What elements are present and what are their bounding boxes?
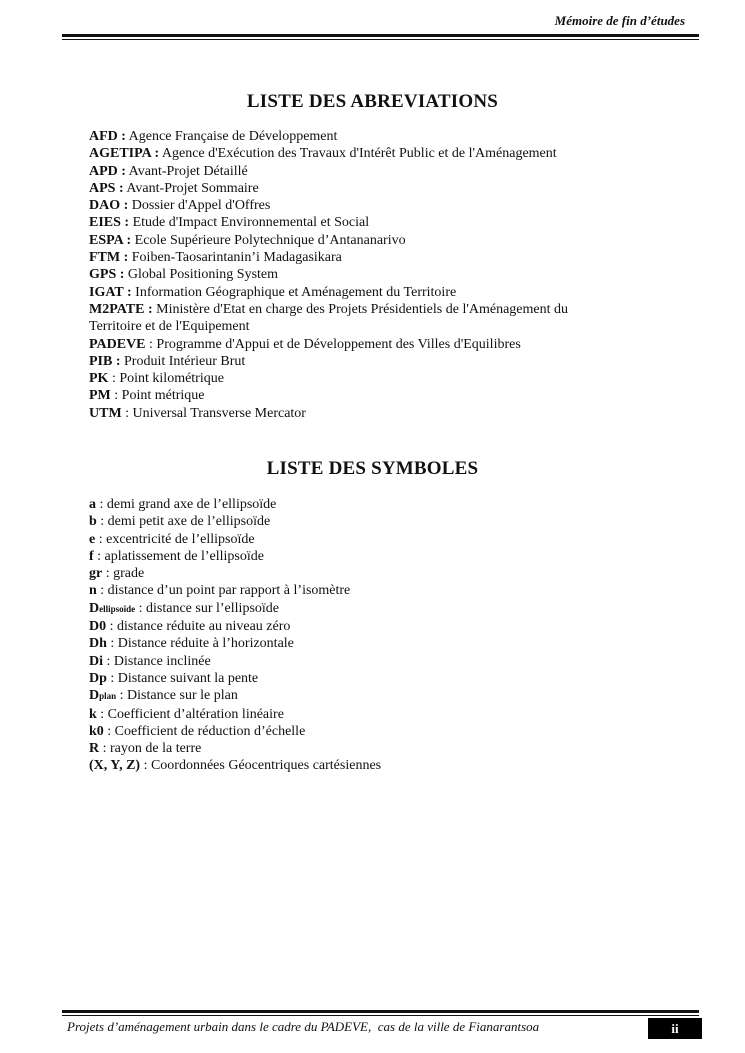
symbol-subscript: plan xyxy=(99,691,117,702)
symbol-definition: : grade xyxy=(102,566,145,582)
footer-rule xyxy=(62,1010,699,1013)
abbreviation-term: FTM : xyxy=(89,250,129,266)
abbreviation-term: PIB : xyxy=(89,353,121,369)
abbreviation-term: GPS : xyxy=(89,267,125,283)
symbol-term: Dp xyxy=(89,670,107,686)
symbol-term: D xyxy=(89,688,100,704)
abbreviation-term: UTM xyxy=(89,405,122,421)
list-item xyxy=(89,548,619,565)
list-item xyxy=(89,405,619,422)
list-item xyxy=(89,706,619,723)
abbreviation-term: M2PATE : xyxy=(89,301,153,317)
list-item xyxy=(89,284,619,301)
list-item xyxy=(89,266,619,283)
footer-text: Projets d’aménagement urbain dans le cadre du PADEVE, cas de la ville de Fianarantsoa xyxy=(67,1019,540,1034)
abbreviation-term: AFD : xyxy=(89,129,126,144)
list-item xyxy=(89,531,619,548)
symbol-definition: : demi petit axe de l’ellipsoïde xyxy=(96,514,271,530)
abbreviation-definition: Etude d'Impact Environnemental et Social xyxy=(129,215,370,231)
abbreviation-term: EIES : xyxy=(89,215,130,231)
abbreviation-term: PADEVE xyxy=(89,336,146,352)
abbreviation-term: PK xyxy=(89,371,109,387)
abbreviation-term: APD : xyxy=(89,163,126,179)
symbol-definition: : Coefficient de réduction d’échelle xyxy=(103,723,306,739)
abbreviation-definition: Foiben-Taosarintanin’i Madagasikara xyxy=(128,250,342,266)
page-number: ii xyxy=(648,1018,702,1039)
abbreviation-definition: Avant-Projet Détaillé xyxy=(125,163,248,179)
symbol-term: D xyxy=(89,600,100,616)
list-item xyxy=(89,232,619,249)
footer-rule-thin xyxy=(62,1015,699,1016)
symbol-definition: : Distance réduite à l’horizontale xyxy=(106,636,294,652)
list-item xyxy=(89,353,619,370)
symbol-term: gr xyxy=(89,566,103,582)
list-item xyxy=(89,128,619,145)
abbreviation-definition: : Programme d'Appui et de Développement des Villes d'Equilibres xyxy=(145,336,521,352)
list-item xyxy=(89,635,619,652)
list-item xyxy=(89,687,619,705)
symbols-title: LISTE DES SYMBOLES xyxy=(266,458,479,479)
list-item xyxy=(89,370,619,387)
symbol-term: R xyxy=(89,741,100,757)
symbol-term: (X, Y, Z) xyxy=(89,758,141,774)
list-item xyxy=(89,513,619,530)
symbol-term: k0 xyxy=(89,723,104,739)
symbol-definition: : excentricité de l’ellipsoïde xyxy=(95,531,255,547)
abbreviation-definition: Produit Intérieur Brut xyxy=(120,353,246,369)
list-item xyxy=(89,670,619,687)
abbreviation-definition: Ecole Supérieure Polytechnique d’Antananarivo xyxy=(131,232,406,248)
list-item xyxy=(89,740,619,757)
list-item xyxy=(89,197,619,214)
abbreviation-term: PM xyxy=(89,388,111,404)
abbreviation-definition: : Universal Transverse Mercator xyxy=(121,405,306,421)
symbol-definition: : aplatissement de l’ellipsoïde xyxy=(93,548,264,564)
list-item xyxy=(89,145,619,162)
header-rule xyxy=(62,34,699,37)
list-item xyxy=(89,618,619,635)
list-item xyxy=(89,387,619,404)
symbol-term: n xyxy=(89,583,97,599)
abbreviation-definition: Avant-Projet Sommaire xyxy=(123,180,259,196)
list-item xyxy=(89,757,619,774)
symbol-term: k xyxy=(89,706,97,722)
symbol-term: Dh xyxy=(89,636,107,652)
list-item xyxy=(89,496,619,513)
symbol-term: e xyxy=(89,531,96,547)
symbol-definition: : demi grand axe de l’ellipsoïde xyxy=(96,497,277,512)
symbol-definition: : Coordonnées Géocentriques cartésiennes xyxy=(140,758,382,774)
abbreviations-title: LISTE DES ABREVIATIONS xyxy=(246,91,499,112)
list-item xyxy=(89,180,619,197)
symbol-definition: : distance sur l’ellipsoïde xyxy=(135,600,279,616)
symbol-subscript: ellipsoïde xyxy=(99,603,136,614)
symbol-term: f xyxy=(89,548,94,564)
abbreviations-list xyxy=(89,128,619,422)
list-item xyxy=(89,582,619,599)
symbol-definition: : Distance inclinée xyxy=(103,653,211,669)
symbol-definition: : Distance suivant la pente xyxy=(106,670,259,686)
symbol-term: a xyxy=(89,497,96,512)
symbols-list xyxy=(89,496,619,775)
abbreviation-definition: Agence Française de Développement xyxy=(125,129,338,144)
symbol-term: b xyxy=(89,514,97,530)
symbol-definition: : rayon de la terre xyxy=(99,741,202,757)
abbreviation-definition: Agence d'Exécution des Travaux d'Intérêt Public et de l'Aménagement xyxy=(159,146,557,162)
list-item xyxy=(89,249,619,266)
symbol-definition: : Distance sur le plan xyxy=(116,688,238,704)
abbreviation-definition: Information Géographique et Aménagement du Territoire xyxy=(131,284,457,300)
symbol-term: Di xyxy=(89,653,103,669)
symbol-definition: : distance réduite au niveau zéro xyxy=(106,619,291,635)
list-item xyxy=(89,163,619,180)
abbreviation-definition: Global Positioning System xyxy=(124,267,279,283)
list-item xyxy=(89,565,619,582)
list-item xyxy=(89,723,619,740)
list-item xyxy=(89,214,619,231)
list-item xyxy=(89,301,619,336)
abbreviation-term: AGETIPA : xyxy=(89,146,160,162)
abbreviation-term: ESPA : xyxy=(89,232,132,248)
abbreviation-definition: Ministère d'Etat en charge des Projets Présidentiels de l'Aménagement du Territoire et de l'Equipement xyxy=(89,301,568,335)
header-title: Mémoire de fin d’études xyxy=(554,13,685,28)
list-item xyxy=(89,653,619,670)
abbreviation-term: APS : xyxy=(89,180,124,196)
abbreviation-definition: Dossier d'Appel d'Offres xyxy=(128,198,271,214)
abbreviation-term: DAO : xyxy=(89,198,129,214)
abbreviation-definition: : Point kilométrique xyxy=(108,371,224,387)
symbol-definition: : Coefficient d’altération linéaire xyxy=(96,706,284,722)
abbreviation-definition: : Point métrique xyxy=(110,388,205,404)
abbreviation-term: IGAT : xyxy=(89,284,132,300)
list-item xyxy=(89,600,619,618)
symbol-term: D0 xyxy=(89,619,107,635)
header-rule-thin xyxy=(62,39,699,40)
list-item xyxy=(89,336,619,353)
symbol-definition: : distance d’un point par rapport à l’isomètre xyxy=(96,583,351,599)
